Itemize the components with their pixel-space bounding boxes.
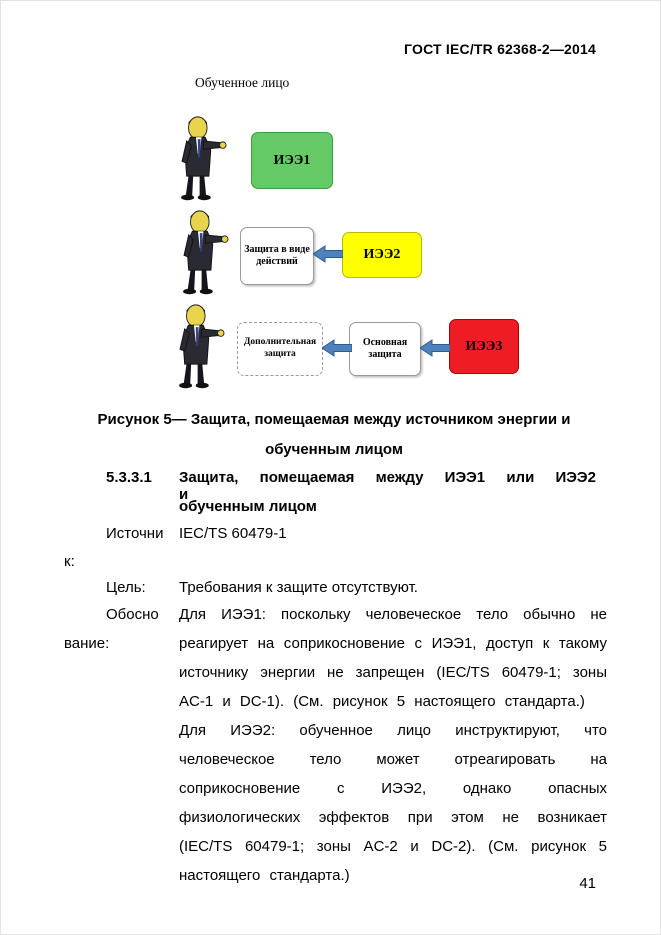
left-arrow-icon (322, 339, 352, 357)
safeguard-box-basic: Основная защита (349, 322, 421, 376)
energy-source-box-iee1: ИЭЭ1 (251, 132, 333, 189)
figure-caption-line1: Рисунок 5— Защита, помещаемая между источником энергии и (97, 411, 571, 428)
section-title-line2: обученным лицом (179, 498, 317, 515)
figure-top-label: Обученное лицо (195, 75, 290, 90)
trained-person-icon (159, 115, 231, 203)
section-title-line1: Защита, помещаемая между ИЭЭ1 или ИЭЭ2 и (179, 469, 596, 503)
left-arrow-icon (313, 245, 343, 263)
safeguard-box-supplementary: Дополнительная защита (237, 322, 323, 376)
rationale-label: Обосно (106, 606, 159, 623)
rationale-paragraph-iee1: Для ИЭЭ1: поскольку человеческое тело обычно не реагирует на соприкосновение с ИЭЭ1, доступ к такому источнику энергии не запрещен (IEC/TS 60479-1; зоны AC-1 и DC-1). (См. рисунок 5 настоящего стандарта.) (179, 606, 607, 710)
energy-source-box-iee2: ИЭЭ2 (342, 232, 422, 278)
page-number: 41 (579, 875, 596, 892)
figure-caption-line2: обученным лицом (265, 441, 403, 458)
rationale-text (179, 600, 607, 890)
source-label-wrap: к: (64, 553, 75, 570)
trained-person-icon (161, 209, 233, 297)
safeguard-box-behavior: Защита в виде действий (240, 227, 314, 285)
goal-label: Цель: (106, 579, 146, 596)
goal-value: Требования к защите отсутствуют. (179, 579, 418, 596)
energy-source-box-iee3: ИЭЭ3 (449, 319, 519, 374)
section-number: 5.3.3.1 (106, 469, 152, 486)
source-label: Источни (106, 525, 164, 542)
left-arrow-icon (420, 339, 450, 357)
rationale-paragraph-iee2: Для ИЭЭ2: обученное лицо инструктируют, что человеческое тело может отреагировать на соприкосновение с ИЭЭ2, однако опасных физиологических эффектов при этом не возникает (IEC/TS 60479-1; зоны AC-2 и DC-2). (См. рисунок 5 настоящего стандарта.) (179, 722, 607, 884)
rationale-label-wrap: вание: (64, 635, 110, 652)
page-header: ГОСТ IEC/TR 62368-2—2014 (404, 41, 596, 57)
source-value: IEC/TS 60479-1 (179, 525, 287, 542)
trained-person-icon (157, 303, 229, 391)
